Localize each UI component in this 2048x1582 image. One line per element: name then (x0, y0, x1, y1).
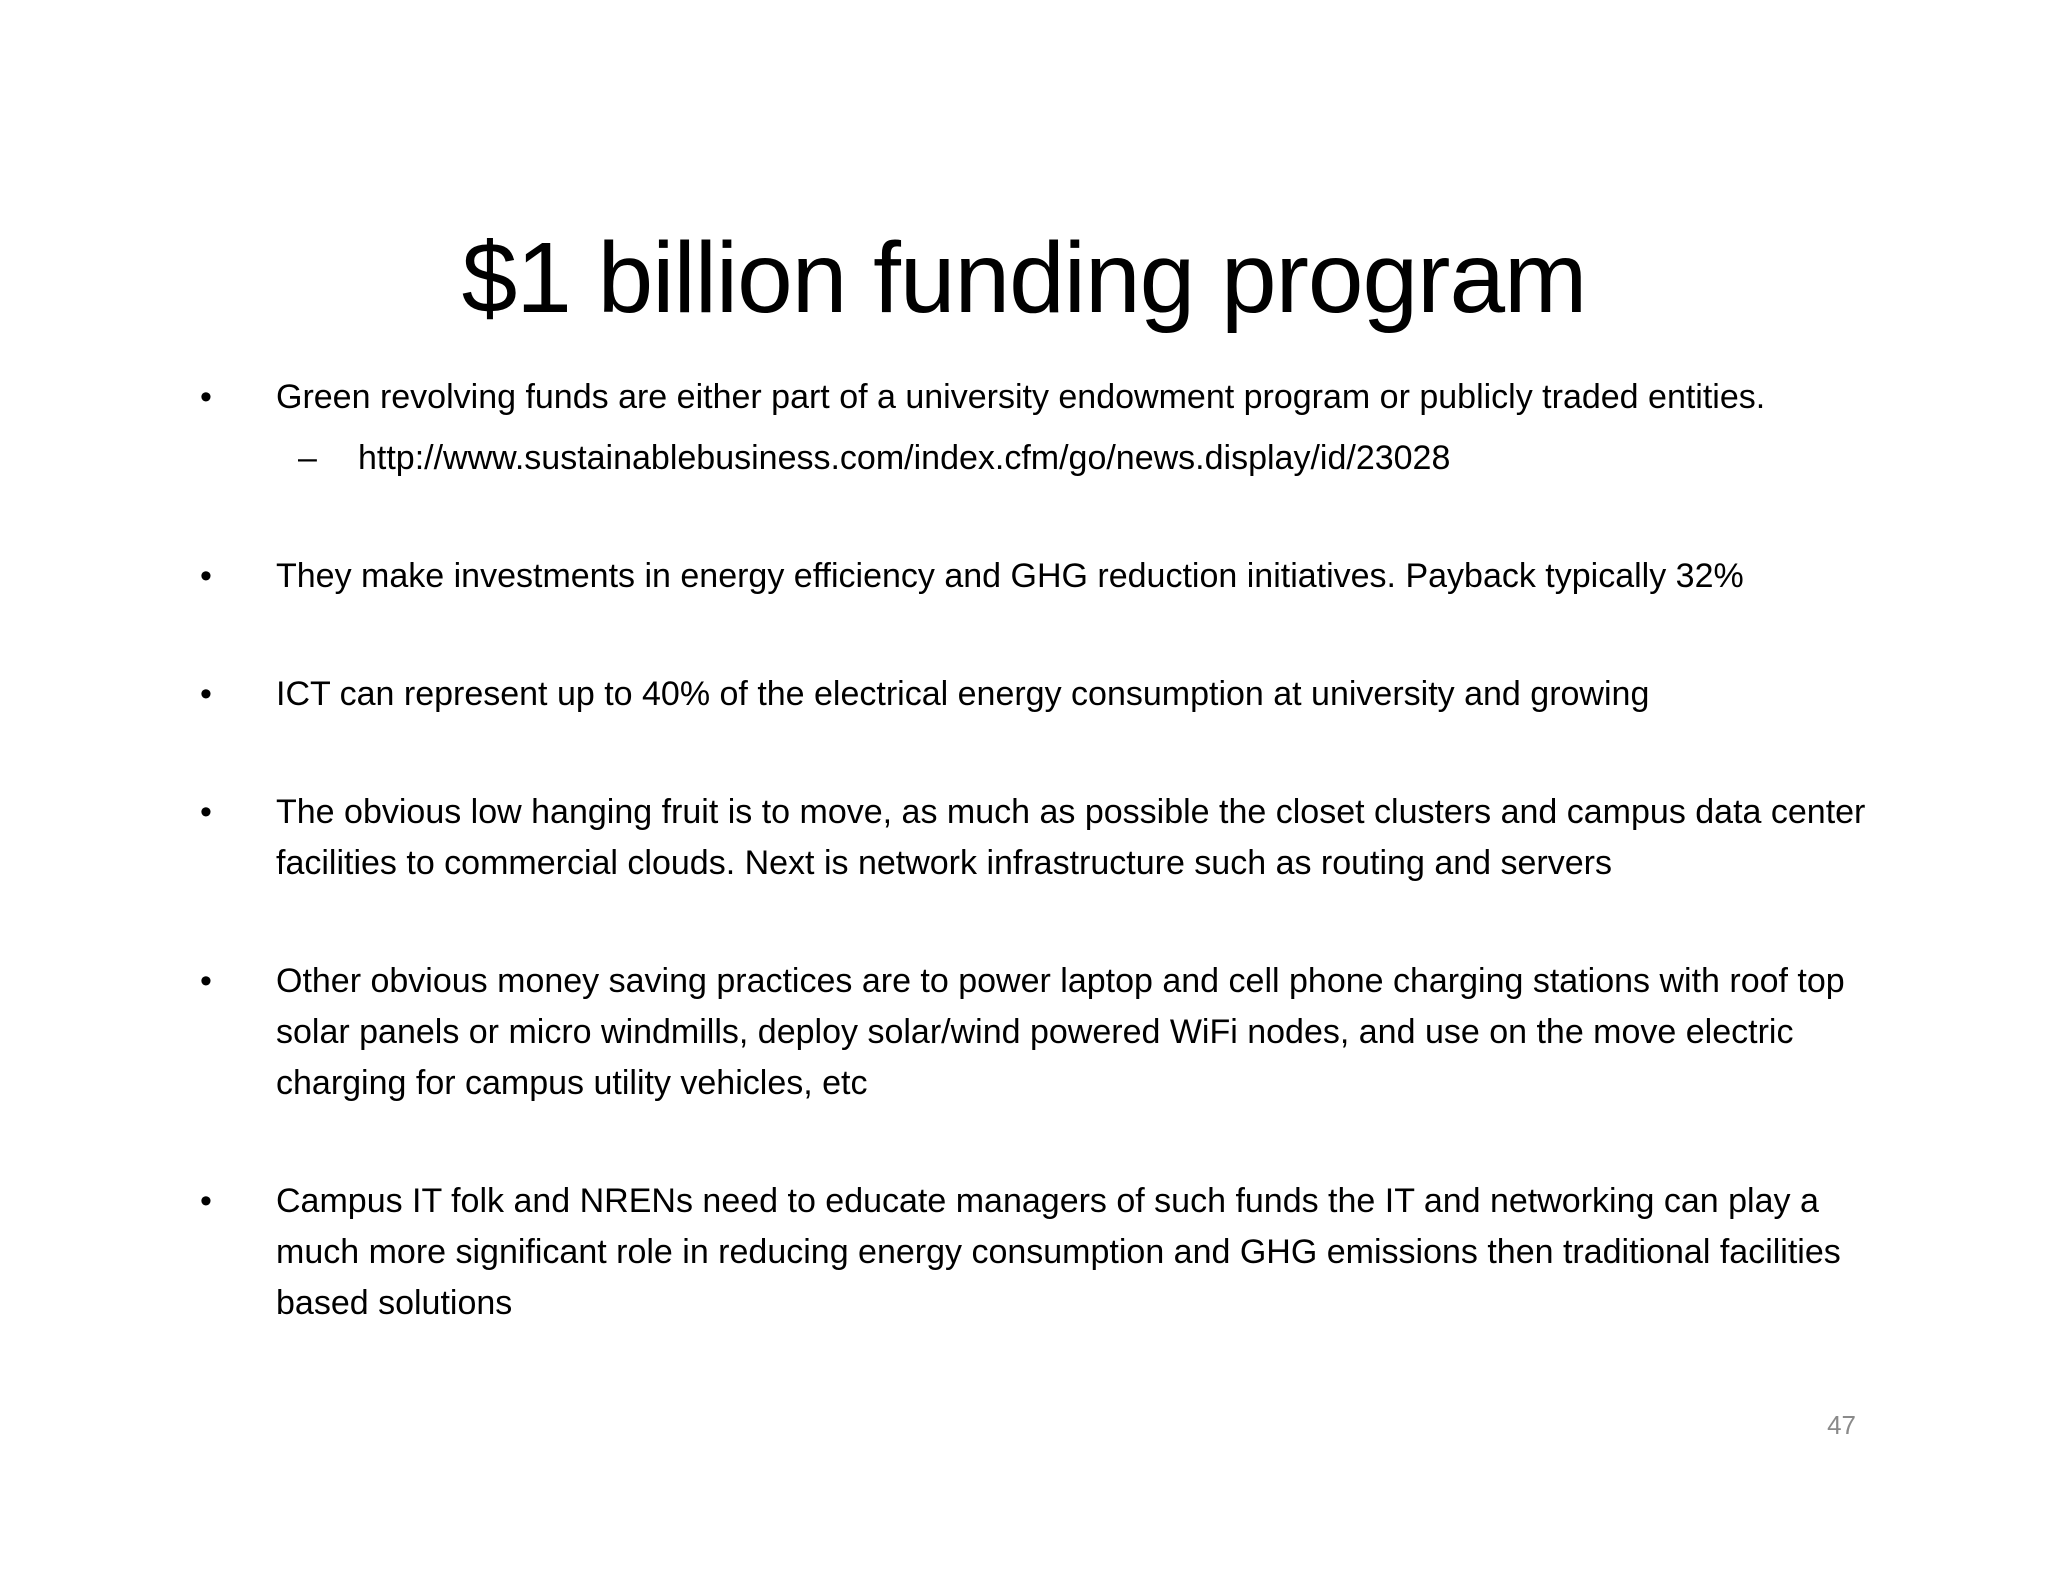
bullet-text: Campus IT folk and NRENs need to educate managers of such funds the IT and networking can play a much more significant role in reducing energy consumption and GHG emissions then traditional facilities based solutions (276, 1182, 1841, 1322)
bullet-item (200, 787, 1880, 889)
source-link-text: http://www.sustainablebusiness.com/index.cfm/go/news.display/id/23028 (358, 439, 1451, 477)
bullet-text: Green revolving funds are either part of a university endowment program or publicly traded entities. (276, 378, 1766, 416)
slide-title: $1 billion funding program (461, 222, 1587, 334)
page-number: 47 (1827, 1410, 1856, 1440)
bullet-marker: • (200, 557, 212, 595)
bullet-marker: • (200, 675, 212, 713)
bullet-item (200, 669, 1880, 720)
bullet-item (200, 956, 1880, 1109)
bullet-marker: • (200, 378, 212, 416)
bullet-text: Other obvious money saving practices are to power laptop and cell phone charging stations with roof top solar panels or micro windmills, deploy solar/wind powered WiFi nodes, and use on the move electric charging for campus utility vehicles, etc (276, 962, 1845, 1102)
sub-bullet-list (276, 433, 1880, 484)
bullet-text: ICT can represent up to 40% of the electrical energy consumption at university and growing (276, 675, 1650, 713)
bullet-item (200, 372, 1880, 484)
bullet-text: The obvious low hanging fruit is to move, as much as possible the closet clusters and campus data center facilities to commercial clouds. Next is network infrastructure such as routing and servers (276, 793, 1866, 882)
bullet-text: They make investments in energy efficiency and GHG reduction initiatives. Payback typically 32% (276, 557, 1744, 595)
bullet-item (200, 551, 1880, 602)
sub-bullet-marker: – (298, 439, 317, 477)
bullet-marker: • (200, 793, 212, 831)
bullet-item (200, 1176, 1880, 1329)
bullet-marker: • (200, 962, 212, 1000)
bullet-marker: • (200, 1182, 212, 1220)
bullet-list (200, 372, 1880, 1396)
sub-bullet-item (276, 433, 1880, 484)
